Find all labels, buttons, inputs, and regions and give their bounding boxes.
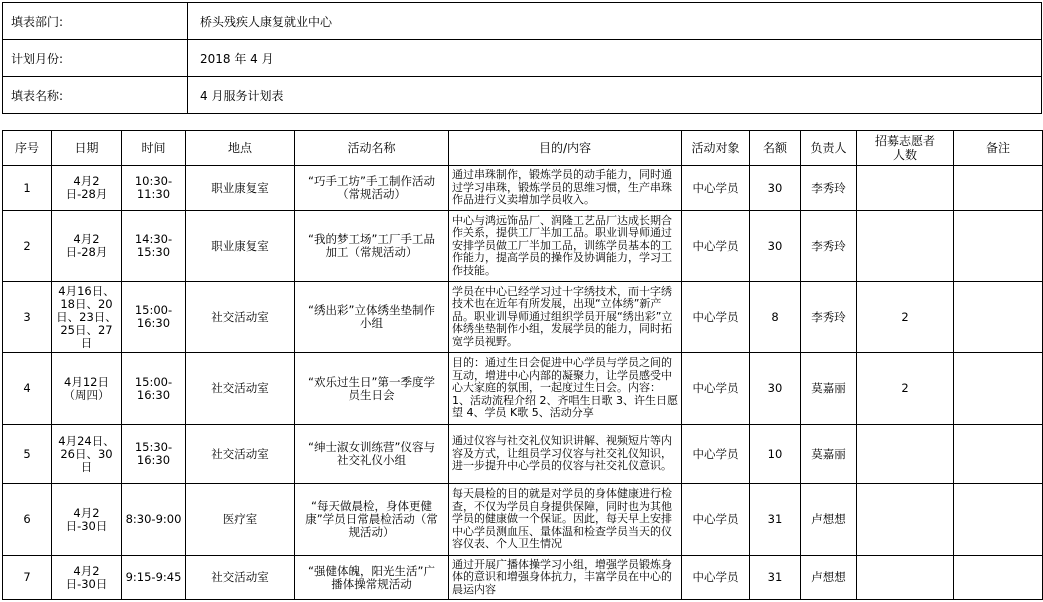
- month-label: 计划月份:: [3, 40, 188, 77]
- cell-date: 4月2日-30日: [52, 484, 122, 556]
- cell-no: 5: [3, 425, 52, 484]
- cell-target: 中心学员: [682, 556, 750, 600]
- form-name-label: 填表名称:: [3, 77, 188, 114]
- header-date: 日期: [52, 131, 122, 166]
- info-row-month: [3, 40, 1042, 77]
- cell-leader: 卢想想: [801, 484, 857, 556]
- cell-remark: [954, 211, 1043, 282]
- cell-leader: 李秀玲: [801, 166, 857, 211]
- cell-quota: 30: [750, 166, 801, 211]
- cell-target: 中心学员: [682, 425, 750, 484]
- header-time: 时间: [122, 131, 186, 166]
- cell-date: 4月2日-28月: [52, 211, 122, 282]
- header-no: 序号: [3, 131, 52, 166]
- cell-activity-name: “绣出彩”立体绣坐垫制作小组: [295, 282, 449, 353]
- cell-target: 中心学员: [682, 211, 750, 282]
- cell-quota: 30: [750, 211, 801, 282]
- cell-content: 学员在中心已经学习过十字绣技术，而十字绣技术也在近年有所发展，出现“立体绣”新产品。职业训导师通过组织学员开展“绣出彩”立体绣坐垫制作小组，发展学员的能力，同时拓宽学员视野。: [449, 282, 682, 353]
- cell-time: 15:00-16:30: [122, 282, 186, 353]
- cell-no: 7: [3, 556, 52, 600]
- cell-date: 4月2日-30日: [52, 556, 122, 600]
- header-activity-name: 活动名称: [295, 131, 449, 166]
- cell-activity-name: “绅士淑女训练营”仪容与社交礼仪小组: [295, 425, 449, 484]
- cell-target: 中心学员: [682, 282, 750, 353]
- cell-remark: [954, 166, 1043, 211]
- cell-volunteers: 2: [857, 353, 954, 425]
- cell-no: 2: [3, 211, 52, 282]
- cell-place: 医疗室: [186, 484, 295, 556]
- cell-activity-name: “强健体魄，阳光生活”广播体操常规活动: [295, 556, 449, 600]
- cell-leader: 李秀玲: [801, 282, 857, 353]
- service-plan-table: [2, 130, 1043, 600]
- cell-volunteers: [857, 484, 954, 556]
- cell-place: 社交活动室: [186, 556, 295, 600]
- cell-activity-name: “欢乐过生日”第一季度学员生日会: [295, 353, 449, 425]
- cell-time: 15:00-16:30: [122, 353, 186, 425]
- cell-volunteers: [857, 211, 954, 282]
- info-row-name: [3, 77, 1042, 114]
- dept-label: 填表部门:: [3, 3, 188, 40]
- cell-volunteers: 2: [857, 282, 954, 353]
- table-row: [3, 282, 1043, 353]
- table-row: [3, 484, 1043, 556]
- cell-content: 通过串珠制作，锻炼学员的动手能力，同时通过学习串珠，锻炼学员的思维习惯，生产串珠作品进行义卖增加学员收入。: [449, 166, 682, 211]
- cell-content: 每天晨检的目的就是对学员的身体健康进行检查，不仅为学员自身提供保障，同时也为其他学员的健康做一个保证。因此，每天早上安排中心学员测血压、量体温和检查学员当天的仪容仪表、个人卫生情况: [449, 484, 682, 556]
- cell-target: 中心学员: [682, 353, 750, 425]
- cell-no: 1: [3, 166, 52, 211]
- header-purpose: 目的/内容: [449, 131, 682, 166]
- header-quota: 名额: [750, 131, 801, 166]
- cell-leader: 卢想想: [801, 556, 857, 600]
- cell-quota: 30: [750, 353, 801, 425]
- cell-activity-name: “巧手工坊”手工制作活动（常规活动）: [295, 166, 449, 211]
- cell-date: 4月24日、26日、30日: [52, 425, 122, 484]
- cell-volunteers: [857, 425, 954, 484]
- form-info-table: [2, 2, 1042, 114]
- cell-remark: [954, 425, 1043, 484]
- header-volunteers: 招募志愿者人数: [857, 131, 954, 166]
- cell-content: 通过开展广播体操学习小组，增强学员锻炼身体的意识和增强身体抗力，丰富学员在中心的晨运内容: [449, 556, 682, 600]
- cell-time: 14:30-15:30: [122, 211, 186, 282]
- cell-place: 职业康复室: [186, 166, 295, 211]
- cell-remark: [954, 556, 1043, 600]
- header-leader: 负责人: [801, 131, 857, 166]
- cell-activity-name: “每天做晨检，身体更健康”学员日常晨检活动（常规活动）: [295, 484, 449, 556]
- cell-quota: 8: [750, 282, 801, 353]
- cell-date: 4月12日（周四）: [52, 353, 122, 425]
- cell-leader: 莫嘉丽: [801, 353, 857, 425]
- cell-activity-name: “我的梦工场”工厂手工品加工（常规活动）: [295, 211, 449, 282]
- cell-remark: [954, 353, 1043, 425]
- header-place: 地点: [186, 131, 295, 166]
- cell-time: 9:15-9:45: [122, 556, 186, 600]
- cell-time: 8:30-9:00: [122, 484, 186, 556]
- cell-leader: 李秀玲: [801, 211, 857, 282]
- cell-content: 中心与鸿远饰品厂、润隆工艺品厂达成长期合作关系，提供工厂半加工品。职业训导师通过安排学员做工厂半加工品，训练学员基本的工作能力，提高学员的操作及协调能力，学习工作技能。: [449, 211, 682, 282]
- cell-date: 4月2日-28月: [52, 166, 122, 211]
- cell-place: 社交活动室: [186, 425, 295, 484]
- cell-place: 社交活动室: [186, 353, 295, 425]
- cell-target: 中心学员: [682, 484, 750, 556]
- cell-quota: 31: [750, 556, 801, 600]
- cell-target: 中心学员: [682, 166, 750, 211]
- table-row: [3, 211, 1043, 282]
- info-row-dept: [3, 3, 1042, 40]
- cell-remark: [954, 282, 1043, 353]
- month-value: 2018 年 4 月: [188, 40, 1042, 77]
- cell-no: 3: [3, 282, 52, 353]
- form-name-value: 4 月服务计划表: [188, 77, 1042, 114]
- cell-place: 职业康复室: [186, 211, 295, 282]
- cell-no: 6: [3, 484, 52, 556]
- cell-place: 社交活动室: [186, 282, 295, 353]
- cell-remark: [954, 484, 1043, 556]
- table-row: [3, 425, 1043, 484]
- header-target: 活动对象: [682, 131, 750, 166]
- cell-volunteers: [857, 166, 954, 211]
- cell-date: 4月16日、18日、20日、23日、25日、27日: [52, 282, 122, 353]
- cell-no: 4: [3, 353, 52, 425]
- cell-content: 通过仪容与社交礼仪知识讲解、视频短片等内容及方式，让组员学习仪容与社交礼仪知识，进一步提升中心学员的仪容与社交礼仪意识。: [449, 425, 682, 484]
- cell-content: 目的：通过生日会促进中心学员与学员之间的互动，增进中心内部的凝聚力，让学员感受中心大家庭的氛围，一起度过生日会。内容：1、活动流程介绍 2、齐唱生日歌 3、许生日愿望 4、学员 K歌 5、活动分享: [449, 353, 682, 425]
- cell-quota: 10: [750, 425, 801, 484]
- cell-leader: 莫嘉丽: [801, 425, 857, 484]
- table-header-row: [3, 131, 1043, 166]
- dept-value: 桥头残疾人康复就业中心: [188, 3, 1042, 40]
- table-row: [3, 556, 1043, 600]
- header-remark: 备注: [954, 131, 1043, 166]
- cell-quota: 31: [750, 484, 801, 556]
- table-row: [3, 166, 1043, 211]
- cell-time: 15:30-16:30: [122, 425, 186, 484]
- cell-time: 10:30-11:30: [122, 166, 186, 211]
- table-row: [3, 353, 1043, 425]
- cell-volunteers: [857, 556, 954, 600]
